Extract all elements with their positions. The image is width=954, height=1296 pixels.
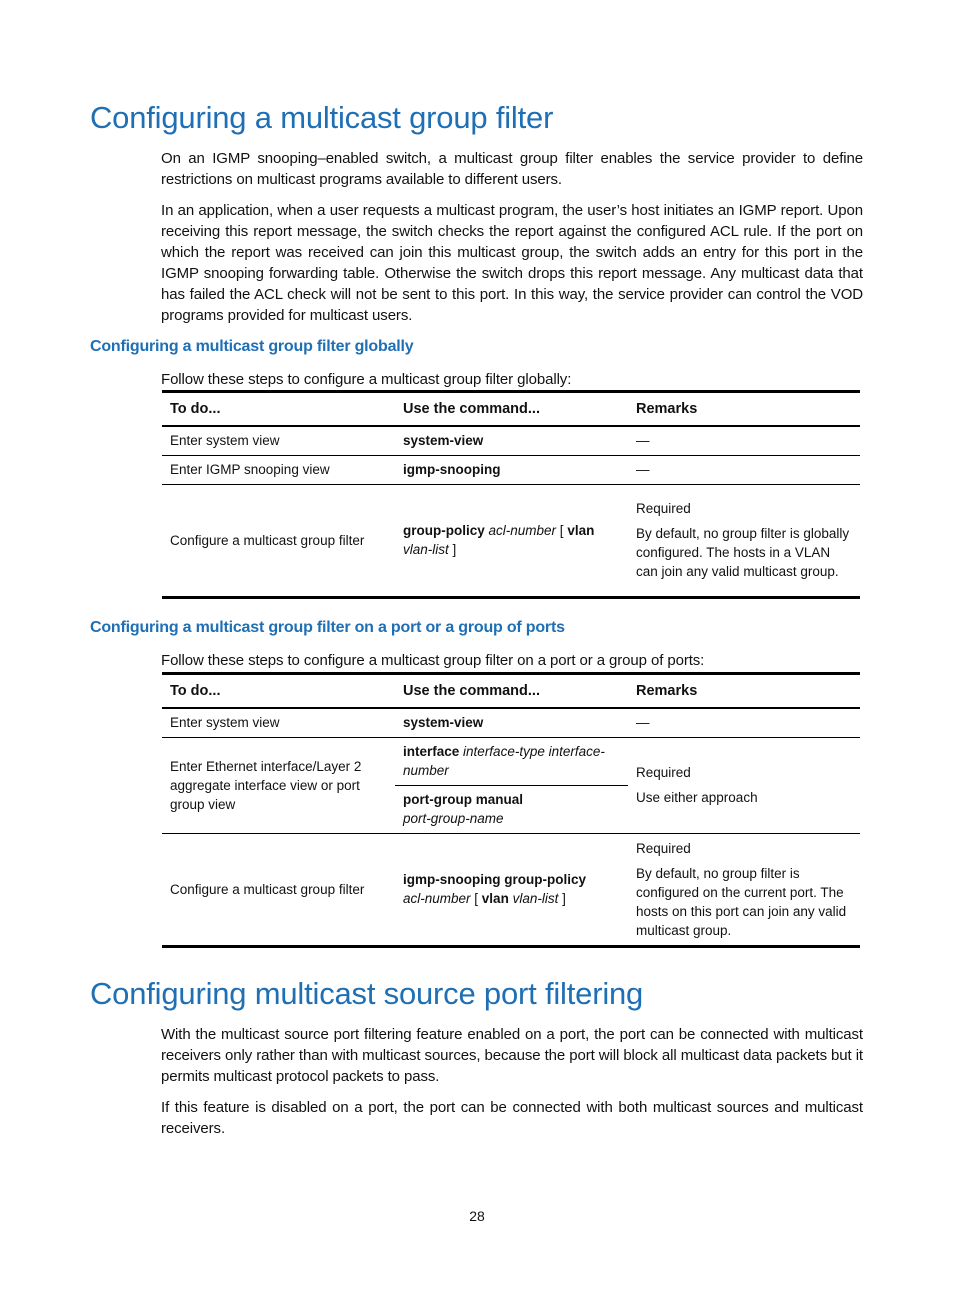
remarks-detail: Use either approach	[636, 790, 758, 805]
subsection-title-port: Configuring a multicast group filter on a port or a group of ports	[90, 619, 565, 636]
todo-cell: Configure a multicast group filter	[162, 833, 395, 946]
table-row	[162, 455, 860, 484]
command-cell: system-view	[395, 426, 628, 455]
remarks-required: Required	[636, 765, 691, 780]
command-keyword: interface	[403, 744, 460, 759]
table-row	[162, 833, 860, 946]
command-bracket: ]	[448, 542, 457, 557]
table-header: To do...	[162, 392, 395, 427]
table-intro: Follow these steps to configure a multicast group filter on a port or a group of ports:	[161, 652, 705, 669]
command-cell	[395, 484, 628, 597]
table-intro: Follow these steps to configure a multicast group filter globally:	[161, 371, 572, 388]
command-keyword: group-policy	[403, 523, 485, 538]
remarks-cell: —	[628, 708, 860, 737]
command-argument: vlan-list	[512, 891, 559, 906]
command-bracket: [	[556, 523, 568, 538]
table-header: Use the command...	[395, 392, 628, 427]
command-cell: igmp-snooping	[395, 455, 628, 484]
steps-table-port	[162, 672, 860, 948]
section-title-group-filter: Configuring a multicast group filter	[90, 100, 554, 135]
paragraph: In an application, when a user requests a multicast program, the user’s host initiates an IGMP report. Upon receiving this report message, the switch checks the report against the configured ACL rule. If the port on which the report was received can join this multicast group, the switch adds an entry for this port in the IGMP snooping forwarding table. Otherwise the switch drops this report message. Any multicast data that has failed the ACL check will not be sent to this port. In this way, the service provider can control the VOD programs provided for multicast users.	[161, 202, 863, 324]
remarks-detail: By default, no group filter is configured on the current port. The hosts on this port can join any valid multicast group.	[636, 865, 847, 938]
table-header: Remarks	[628, 674, 860, 709]
todo-cell: Enter Ethernet interface/Layer 2 aggregate interface view or port group view	[162, 737, 395, 833]
command-bracket: ]	[558, 891, 566, 906]
page-number: 28	[469, 1208, 485, 1224]
remarks-required: Required	[636, 840, 691, 856]
section-title-source-port: Configuring multicast source port filtering	[90, 976, 644, 1011]
paragraph: On an IGMP snooping–enabled switch, a multicast group filter enables the service provider to define restrictions on multicast programs available to different users.	[161, 150, 863, 188]
remarks-cell: —	[628, 455, 860, 484]
table-header: Remarks	[628, 392, 860, 427]
remarks-required: Required	[636, 501, 691, 516]
command-argument: acl-number	[403, 891, 471, 906]
table-row	[162, 484, 860, 597]
todo-cell: Enter IGMP snooping view	[162, 455, 395, 484]
command-cell	[395, 833, 628, 946]
command-cell: system-view	[395, 708, 628, 737]
table-row	[162, 737, 860, 785]
paragraph: With the multicast source port filtering feature enabled on a port, the port can be connected with multicast receivers only rather than with multicast sources, because the port will block all multicast data packets but it permits multicast protocol packets to pass.	[161, 1026, 863, 1085]
command-keyword: igmp-snooping group-policy	[403, 872, 586, 887]
table-header: Use the command...	[395, 674, 628, 709]
todo-cell: Configure a multicast group filter	[162, 484, 395, 597]
command-cell	[395, 737, 628, 785]
steps-table-global	[162, 390, 860, 599]
remarks-detail: By default, no group filter is globally configured. The hosts in a VLAN can join any valid multicast group.	[636, 526, 850, 579]
table-row	[162, 426, 860, 455]
command-argument: acl-number	[488, 523, 557, 538]
command-keyword: vlan	[567, 523, 595, 538]
command-bracket: [	[470, 891, 482, 906]
table-row	[162, 708, 860, 737]
command-argument: vlan-list	[403, 542, 449, 557]
command-argument: interface-type interface-number	[403, 744, 605, 778]
command-keyword: vlan	[481, 891, 509, 906]
remarks-cell	[628, 484, 860, 597]
command-argument: port-group-name	[403, 811, 504, 826]
command-cell	[395, 785, 628, 833]
todo-cell: Enter system view	[162, 426, 395, 455]
command-keyword: port-group manual	[403, 792, 523, 807]
table-header: To do...	[162, 674, 395, 709]
remarks-cell	[628, 833, 860, 946]
subsection-title-global: Configuring a multicast group filter globally	[90, 338, 414, 355]
remarks-cell: —	[628, 426, 860, 455]
todo-cell: Enter system view	[162, 708, 395, 737]
remarks-cell	[628, 737, 860, 833]
paragraph: If this feature is disabled on a port, the port can be connected with both multicast sources and multicast receivers.	[161, 1099, 863, 1137]
